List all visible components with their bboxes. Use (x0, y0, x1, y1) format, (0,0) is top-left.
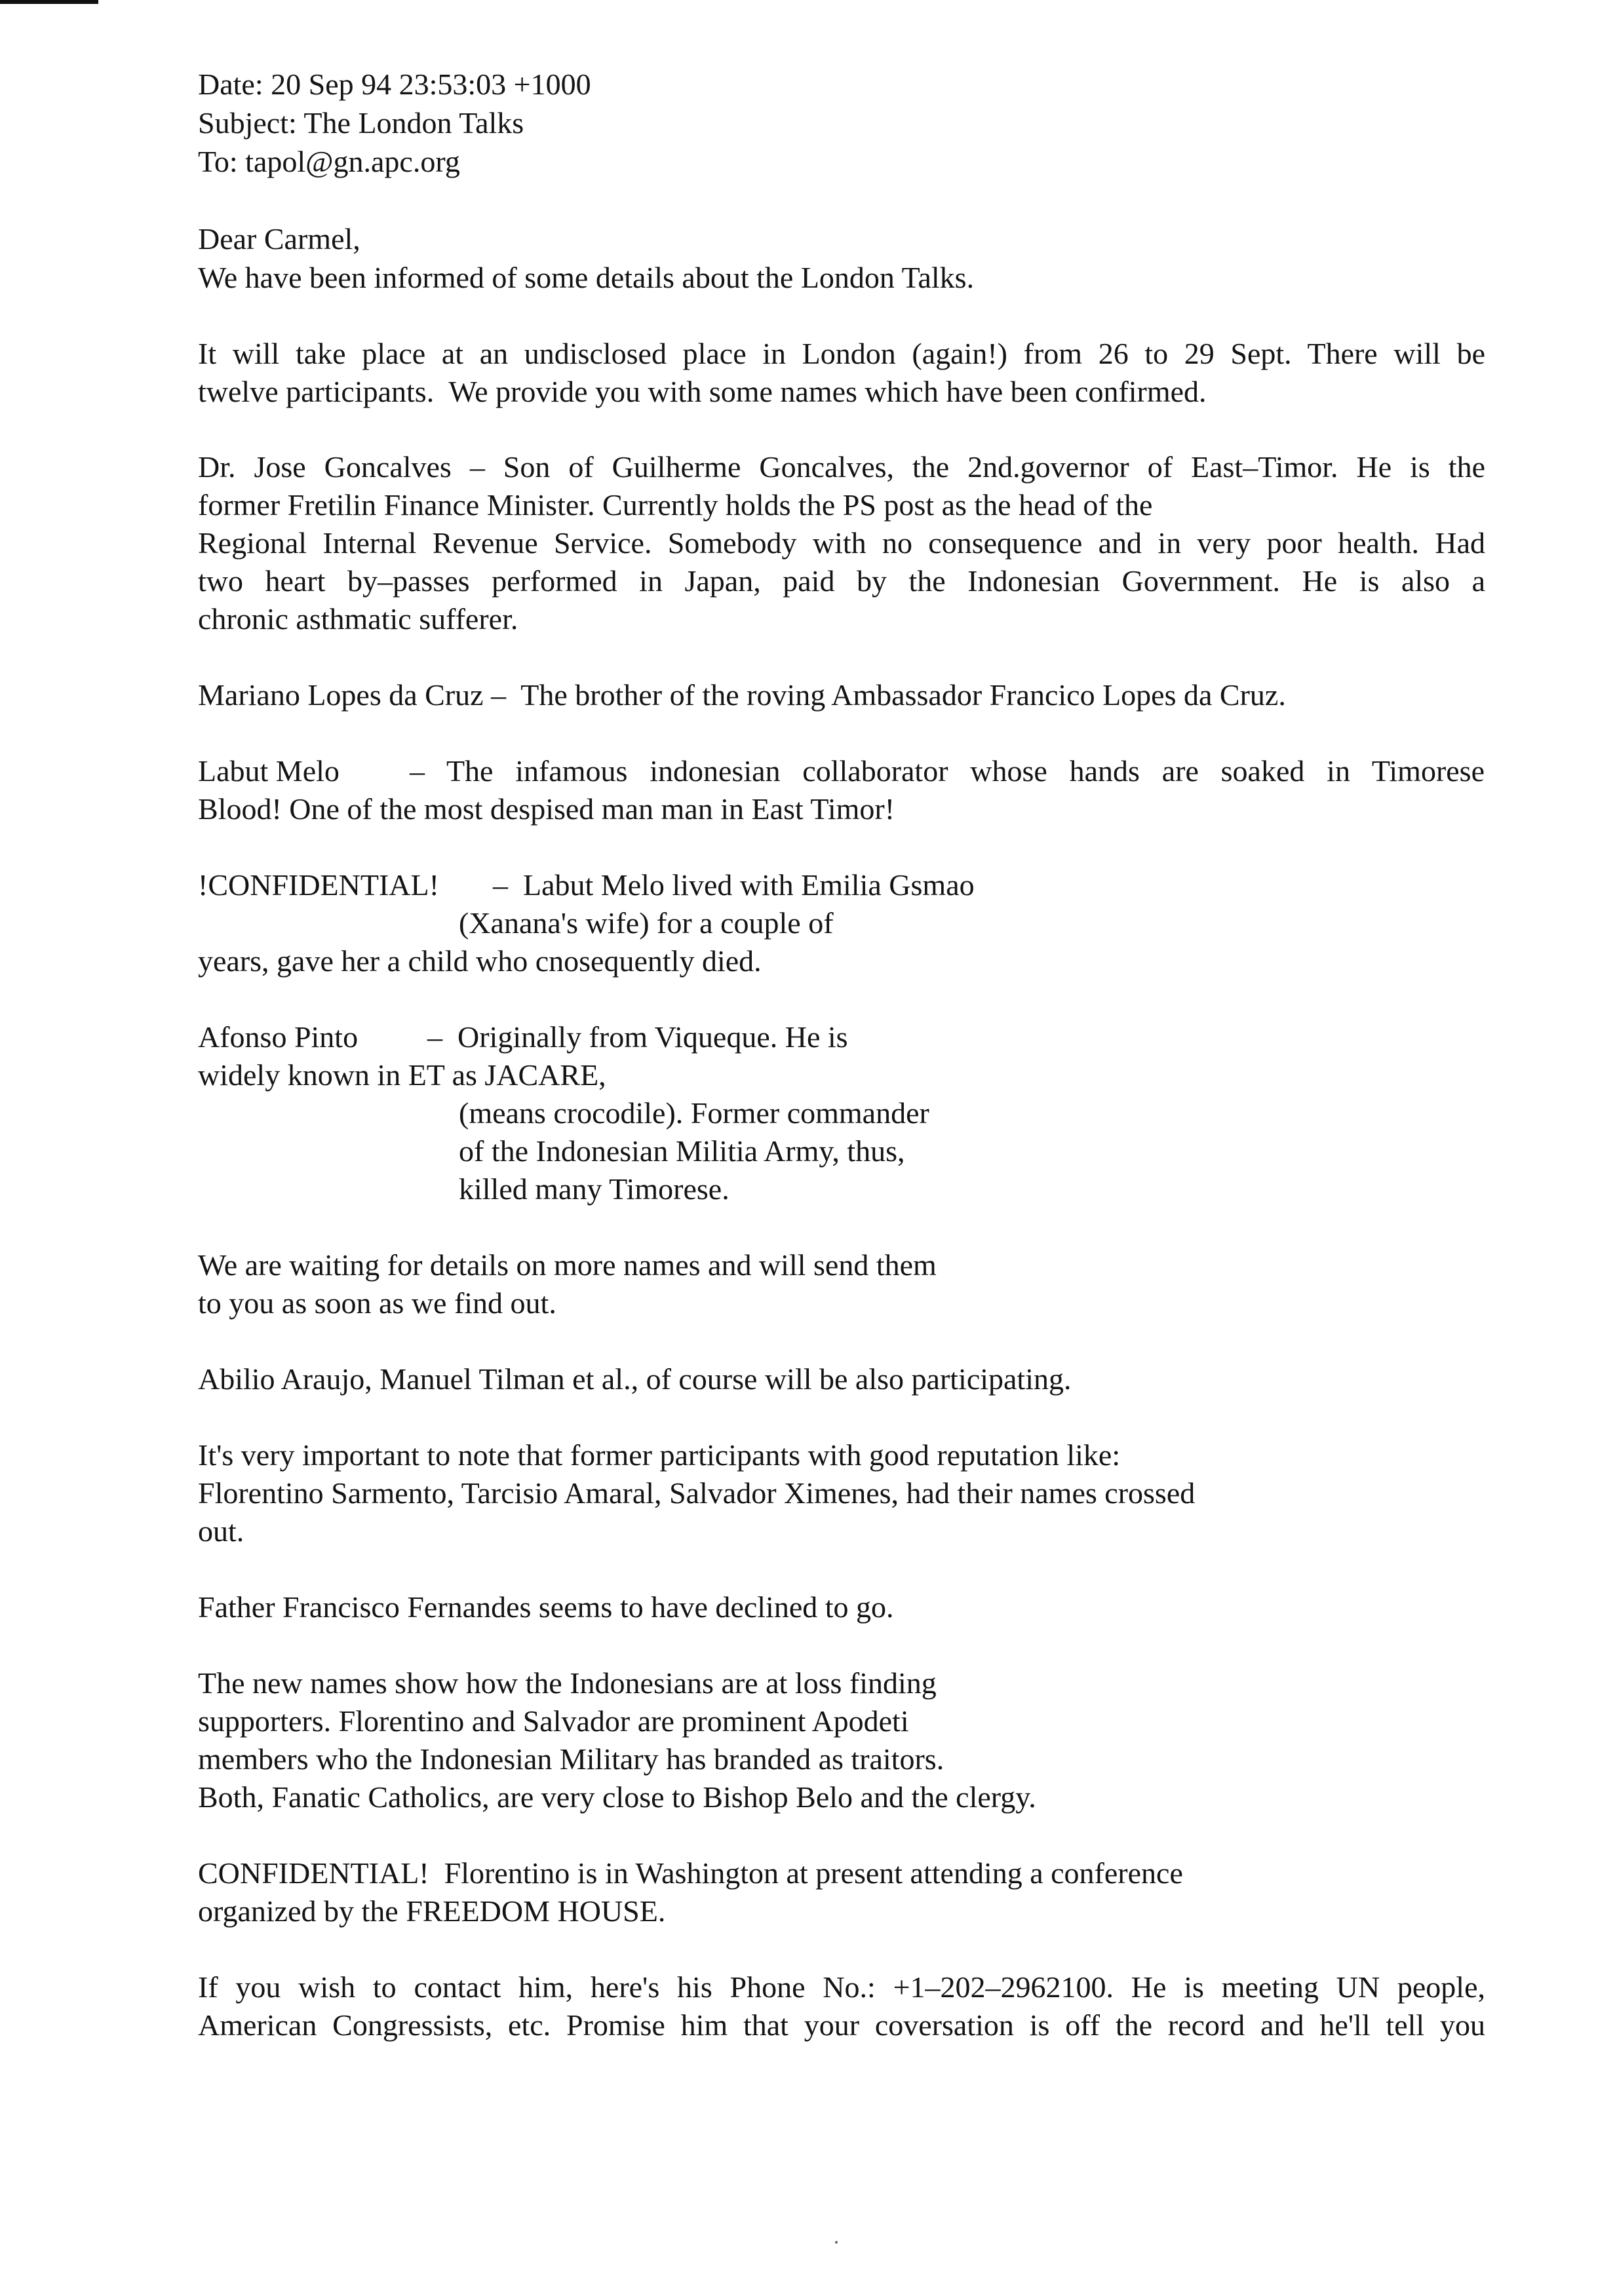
paragraph-line: Regional Internal Revenue Service. Somebody with no consequence and in very poor health. Had (198, 526, 1485, 560)
paragraph-line: of the Indonesian Militia Army, thus, (459, 1134, 905, 1168)
confidential-label: !CONFIDENTIAL! (198, 868, 439, 902)
paragraph-line: Dr. Jose Goncalves – Son of Guilherme Goncalves, the 2nd.governor of East–Timor. He is the (198, 450, 1485, 484)
paragraph-line: killed many Timorese. (459, 1172, 730, 1206)
paragraph-line: It's very important to note that former participants with good reputation like: (198, 1438, 1121, 1472)
intro-line: We have been informed of some details about the London Talks. (198, 261, 975, 294)
paragraph-line: Father Francisco Fernandes seems to have declined to go. (198, 1590, 894, 1624)
scan-artifact (0, 0, 98, 4)
paragraph-line: – The infamous indonesian collaborator whose hands are soaked in Timorese (410, 754, 1485, 788)
paragraph-line: American Congressists, etc. Promise him that your coversation is off the record and he'll tell you (198, 2008, 1485, 2042)
paragraph-line: Mariano Lopes da Cruz – The brother of the roving Ambassador Francico Lopes da Cruz. (198, 678, 1286, 712)
paragraph-line: two heart by–passes performed in Japan, paid by the Indonesian Government. He is also a (198, 564, 1485, 598)
paragraph-line: Abilio Araujo, Manuel Tilman et al., of course will be also participating. (198, 1362, 1072, 1396)
paragraph-line: former Fretilin Finance Minister. Currently holds the PS post as the head of the (198, 488, 1153, 522)
paragraph-line: supporters. Florentino and Salvador are prominent Apodeti (198, 1704, 909, 1738)
paragraph-line: widely known in ET as JACARE, (198, 1058, 606, 1092)
paragraph-line: chronic asthmatic sufferer. (198, 602, 518, 636)
paragraph-line: Both, Fanatic Catholics, are very close to Bishop Belo and the clergy. (198, 1780, 1036, 1814)
paragraph-line: CONFIDENTIAL! Florentino is in Washington at present attending a conference (198, 1856, 1183, 1890)
paragraph-line: Florentino Sarmento, Tarcisio Amaral, Salvador Ximenes, had their names crossed (198, 1476, 1196, 1510)
person-name: Labut Melo (198, 754, 340, 788)
paragraph-line: twelve participants. We provide you with some names which have been confirmed. (198, 375, 1207, 408)
header-to: To: tapol@gn.apc.org (198, 145, 460, 178)
paragraph-line: The new names show how the Indonesians are at loss finding (198, 1666, 937, 1700)
paragraph-line: members who the Indonesian Military has branded as traitors. (198, 1742, 944, 1776)
paragraph-line: – Labut Melo lived with Emilia Gsmao (493, 868, 975, 902)
paragraph-line: – Originally from Viqueque. He is (427, 1020, 848, 1054)
salutation: Dear Carmel, (198, 222, 360, 256)
paragraph-line: years, gave her a child who cnosequently died. (198, 944, 762, 978)
paragraph-line: (Xanana's wife) for a couple of (459, 906, 834, 940)
paragraph-line: out. (198, 1514, 244, 1548)
paragraph-line: (means crocodile). Former commander (459, 1096, 929, 1130)
paragraph-line: organized by the FREEDOM HOUSE. (198, 1894, 666, 1928)
person-name: Afonso Pinto (198, 1020, 359, 1054)
paragraph-line: We are waiting for details on more names and will send them (198, 1248, 937, 1282)
header-date: Date: 20 Sep 94 23:53:03 +1000 (198, 67, 591, 101)
paragraph-line: to you as soon as we find out. (198, 1286, 556, 1320)
header-subject: Subject: The London Talks (198, 106, 524, 140)
scan-artifact-dot (835, 2241, 838, 2244)
paragraph-line: Blood! One of the most despised man man in East Timor! (198, 792, 895, 826)
paragraph-line: If you wish to contact him, here's his Phone No.: +1–202–2962100. He is meeting UN people, (198, 1970, 1485, 2004)
paragraph-line: It will take place at an undisclosed place in London (again!) from 26 to 29 Sept. There will be (198, 337, 1485, 370)
